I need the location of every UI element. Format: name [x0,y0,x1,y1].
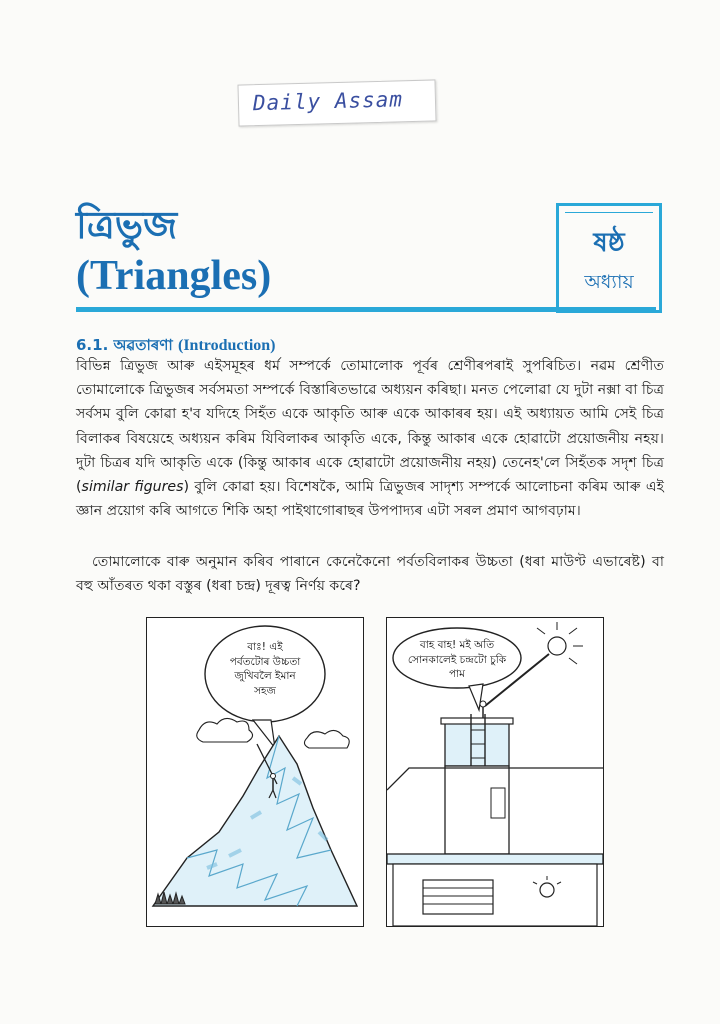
chapter-title-en: (Triangles) [76,253,272,299]
header-divider [76,307,656,312]
chapter-title-bn: ত্ৰিভুজ [76,203,178,247]
paragraph-intro [76,354,664,523]
paragraph-intro-part2: ) বুলি কোৱা হয়। বিশেষকৈ, আমি ত্ৰিভুজৰ সাদৃশ্য সম্পৰ্কে আলোচনা কৰিম আৰু এই জ্ঞান প্ৰয়োগ কৰি আগতে শিকি অহা পাইথাগোৰাছৰ উপপাদ্যৰ এটা সৰল প্ৰমাণ আগবঢ়াম। [76,479,664,520]
bubble-line: বাঃ! এই [247,641,283,653]
bubble-line: বাহ বাহ! মই অতি [419,639,495,651]
watermark-text: Daily Assam [252,87,404,116]
bubble-line: জুখিবলৈ ইমান [234,670,296,682]
bubble-line: পাম [448,668,465,680]
chapter-number: ষষ্ঠ [593,228,625,258]
bubble-line: পৰ্বতটোৰ উচ্চতা [229,655,301,668]
section-title-bn: অৱতাৰণা [113,336,173,354]
mountain-illustration [146,617,364,927]
chapter-label: অধ্যায় [584,271,634,293]
section-number: 6.1. [76,336,109,354]
bubble-line: সহজ [254,684,276,697]
bubble-line: সোনকালেই চন্দ্ৰটো চুকি [407,653,507,666]
paragraph-intro-part1: বিভিন্ন ত্ৰিভুজ আৰু এইসমূহৰ ধৰ্ম সম্পৰ্কে তোমালোক পূৰ্বৰ শ্ৰেণীৰপৰাই সুপৰিচিত। নৱম শ্ৰেণীত তোমালোকে ত্ৰিভুজৰ সৰ্বসমতা সম্পৰ্কে বিস্তাৰিতভাৱে অধ্যয়ন কৰিছা। মনত পেলোৱা যে দুটা নক্সা বা চিত্ৰ সৰ্বসম বুলি কোৱা হ'ব যদিহে সিহঁত একে আকৃতি আৰু একে আকাৰৰ হয়। এই অধ্যায়ত আমি সেই চিত্ৰ বিলাকৰ বিষয়েহে অধ্যয়ন কৰিম যিবিলাকৰ আকৃতি একে, কিন্তু আকাৰ একে হোৱাটো প্ৰয়োজনীয় নহয়। দুটা চিত্ৰৰ যদি আকৃতি একে (কিন্তু আকাৰ একে হোৱাটো প্ৰয়োজনীয় নহয়) তেনেহ'লে সিহঁতক সদৃশ চিত্ৰ ( [76,358,664,496]
chapter-badge [556,203,662,313]
mountain-speech-bubble [207,640,323,698]
watermark-label [237,79,436,126]
illustrations [146,617,604,925]
moon-illustration [386,617,604,927]
paragraph-intro-emphasis: similar figures [81,479,184,496]
moon-speech-bubble [393,638,521,682]
paragraph-question: তোমালোকে বাৰু অনুমান কৰিব পাৰানে কেনেকৈনো পৰ্বতবিলাকৰ উচ্চতা (ধৰা মাউণ্ট এভাৰেষ্ট) বা বহু আঁতৰত থকা বস্তুৰ (ধৰা চন্দ্ৰ) দূৰত্ব নিৰ্ণয় কৰে? [76,554,664,595]
section-title-en: (Introduction) [178,337,276,354]
